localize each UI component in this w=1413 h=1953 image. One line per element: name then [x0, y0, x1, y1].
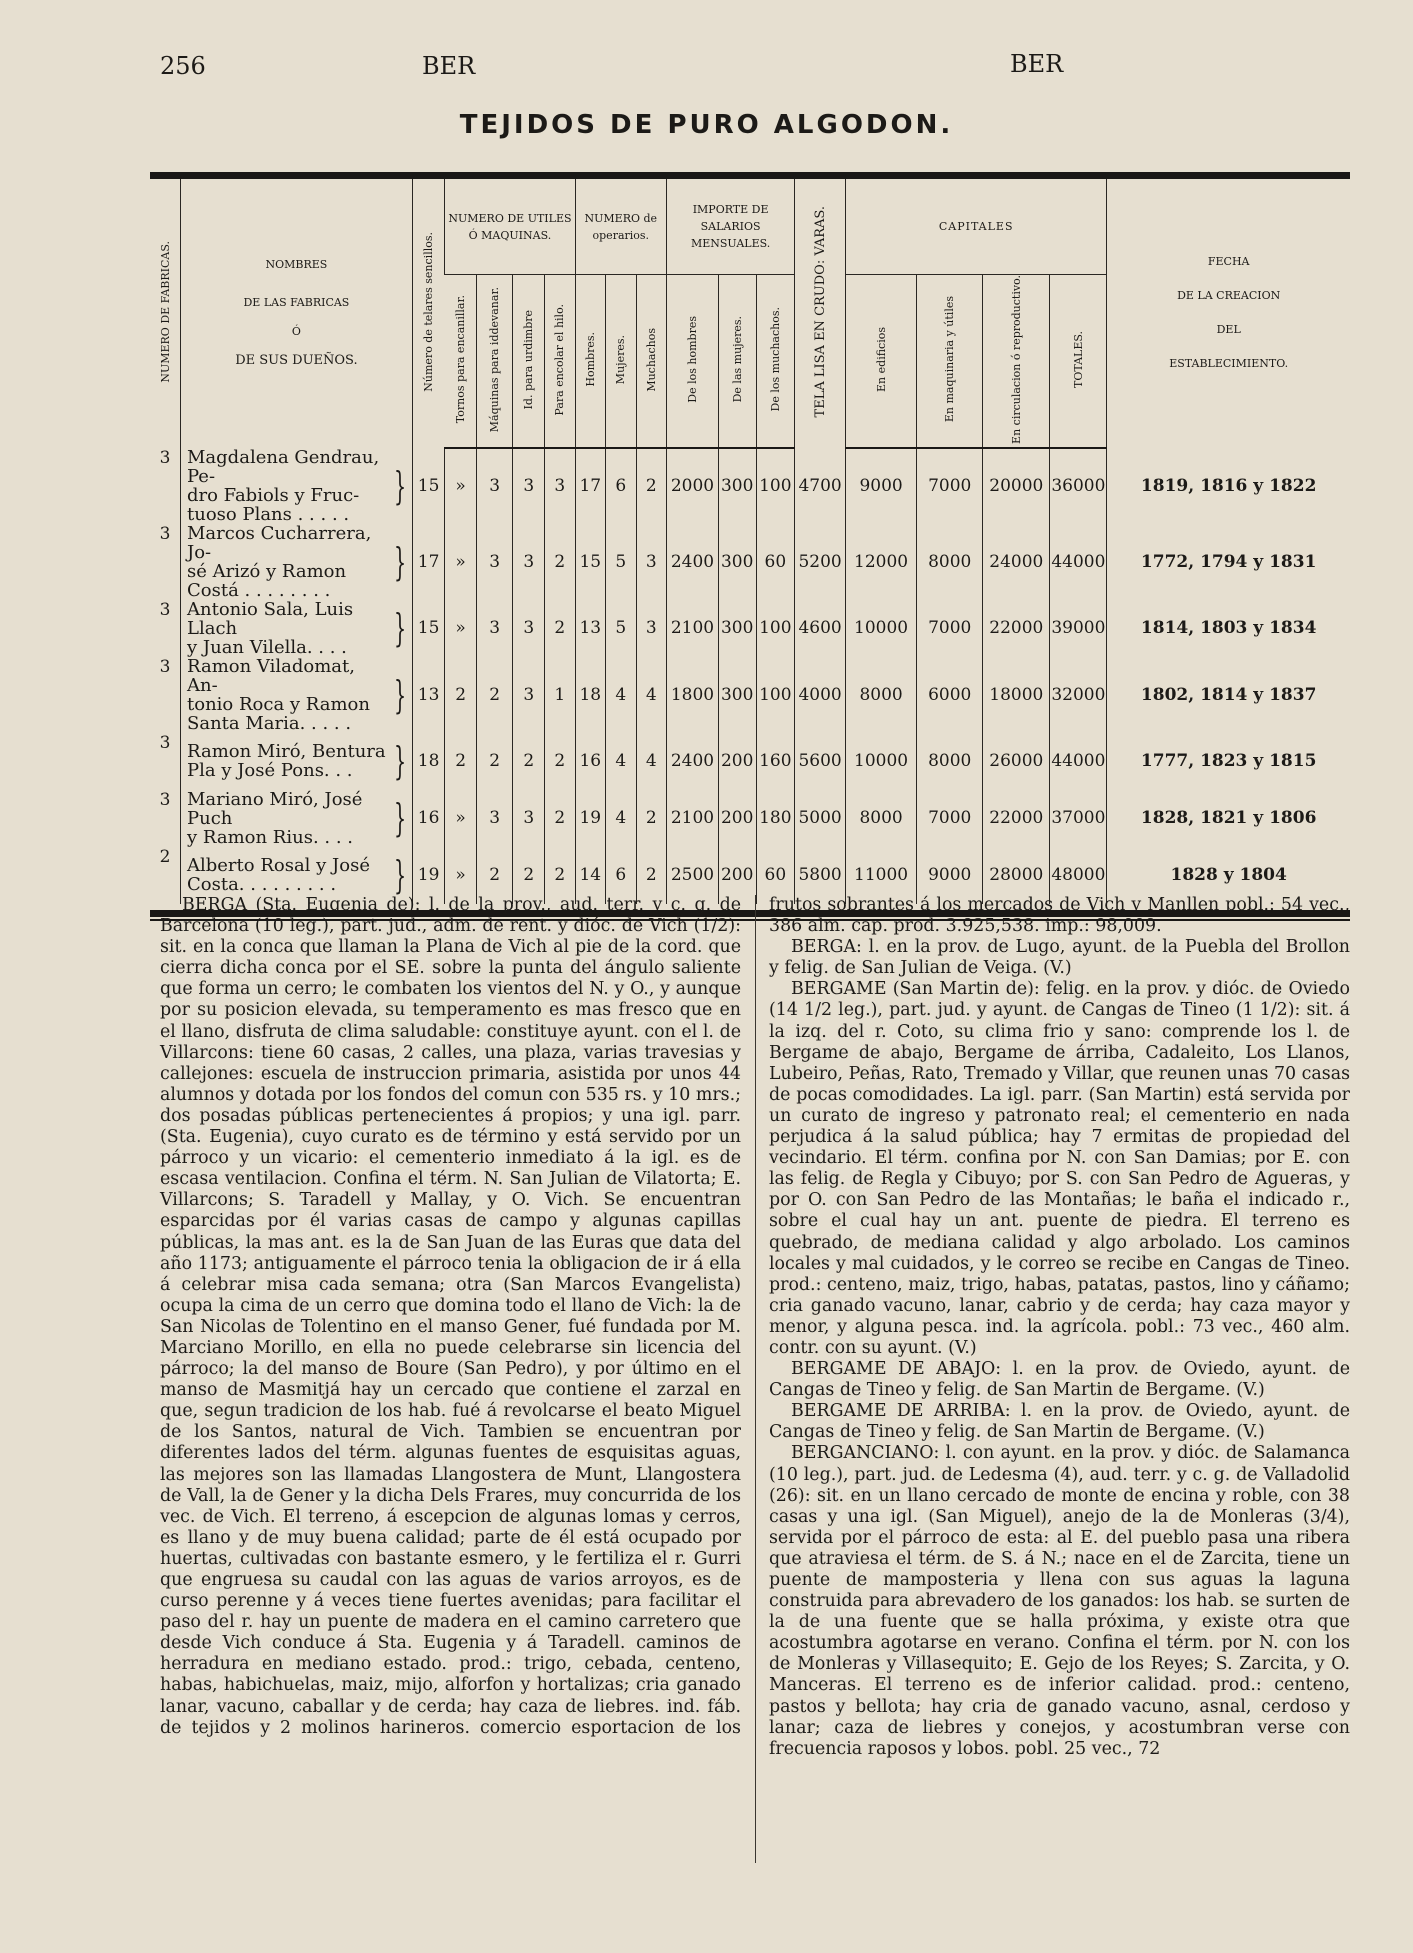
factory-name-line: Ramon Viladomat, An- — [187, 655, 355, 696]
cell-telares: 13 — [412, 657, 445, 733]
cell-hombres: 17 — [575, 448, 606, 524]
cell-s_mu: 100 — [756, 448, 795, 524]
cell-s_m: 200 — [718, 847, 756, 904]
entry-paragraph: BERGAME (San Martin de): felig. en la prov. y dióc. de Oviedo (14 1/2 leg.), part. jud. y ayunt. de Cangas de Tineo (1 1/2): sit. á la izq. del r. Coto, su clima frio y sano: comprende los l. de Bergame de abajo, Bergame de árriba, Cadaleito, Los Llanos, Lubeiro, Peñas, Rato, Tremado y Villar, que reunen unas 70 casas de pocas comodidades. La igl. parr. (San Martin) está servida por un curato de ingreso y patronato real; el cementerio en nada perjudica á la salud pública; hay 7 ermitas de propiedad del vecindario. El térm. confina por N. con San Damias; por E. con las felig. de Regla y Cibuyo; por S. con San Pedro de Agueras, y por O. con San Pedro de las Montañas; le baña el indicado r., sobre el cual hay un ant. puente de piedra. El terreno es quebrado, de mediana calidad y algo arbolado. Los caminos locales y mal cuidados, y le correo se recibe en Cangas de Tineo. prod.: centeno, maiz, trigo, habas, patatas, pastos, lino y cáñamo; cria ganado vacuno, lanar, cabrio y de cerda; hay caza mayor y menor, y alguna pesca. ind. la agrícola. pobl.: 73 vec., 460 alm. contr. con su ayunt. (V.) — [769, 979, 1350, 1358]
factory-name-line: tuoso Plans . . . . . — [187, 503, 350, 525]
cell-hombres: 15 — [575, 524, 606, 600]
cell-urdimbre: 3 — [513, 600, 545, 657]
factory-name-line: y Ramon Rius. . . . — [187, 826, 353, 848]
cell-s_h: 2100 — [667, 600, 719, 657]
cell-tela: 4600 — [795, 600, 846, 657]
entry-paragraph: BERGAME DE ARRIBA: l. en la prov. de Oviedo, ayunt. de Cangas de Tineo y felig. de San Martin de Bergame. (V.) — [769, 1401, 1350, 1443]
factory-name-line: Alberto Rosal y José — [187, 855, 370, 877]
factory-name-line: Magdalena Gendrau, Pe- — [187, 446, 380, 487]
cell-muchachos: 4 — [636, 657, 667, 733]
cell-encolar: 2 — [544, 600, 575, 657]
cell-mujeres: 6 — [606, 847, 637, 904]
cell-circ: 22000 — [983, 600, 1050, 657]
cell-mujeres: 5 — [606, 524, 637, 600]
cell-muchachos: 2 — [636, 790, 667, 847]
cell-encolar: 1 — [544, 657, 575, 733]
cell-total: 37000 — [1050, 790, 1107, 847]
cell-total: 44000 — [1050, 733, 1107, 790]
cell-hombres: 19 — [575, 790, 606, 847]
cell-tornos: 2 — [445, 657, 477, 733]
cell-telares: 16 — [412, 790, 445, 847]
cell-s_h: 2000 — [667, 448, 719, 524]
col-salario-mujeres: De las mujeres. — [718, 275, 756, 448]
cell-tela: 5000 — [795, 790, 846, 847]
cell-tela: 4700 — [795, 448, 846, 524]
top-rule — [150, 172, 1350, 179]
cell-encolar: 2 — [544, 733, 575, 790]
cell-muchachos: 3 — [636, 600, 667, 657]
cell-circ: 22000 — [983, 790, 1050, 847]
cell-urdimbre: 2 — [513, 847, 545, 904]
col-urdimbre: Id. para urdimbre — [513, 275, 545, 448]
cell-edif: 8000 — [846, 790, 917, 847]
cell-muchachos: 3 — [636, 524, 667, 600]
cell-devanar: 3 — [476, 448, 513, 524]
page-number: 256 — [160, 52, 206, 80]
cell-mujeres: 5 — [606, 600, 637, 657]
cell-total: 36000 — [1050, 448, 1107, 524]
cell-mujeres: 4 — [606, 790, 637, 847]
group-capitales: CAPITALES — [846, 179, 1107, 275]
cell-edif: 11000 — [846, 847, 917, 904]
col-maquinaria: En maquinaria y útiles — [917, 275, 983, 448]
cell-edif: 8000 — [846, 657, 917, 733]
cell-s_h: 2400 — [667, 524, 719, 600]
group-utiles: NUMERO DE UTILES Ó MAQUINAS. — [445, 179, 575, 275]
cell-s_m: 200 — [718, 790, 756, 847]
cell-factory-name — [181, 448, 413, 524]
cell-fecha: 1828 y 1804 — [1107, 847, 1350, 904]
factory-name-line: Pla y José Pons. . . — [187, 760, 353, 782]
cell-total: 48000 — [1050, 847, 1107, 904]
cell-s_m: 300 — [718, 600, 756, 657]
cell-maq: 7000 — [917, 448, 983, 524]
cell-circ: 28000 — [983, 847, 1050, 904]
cell-devanar: 2 — [476, 733, 513, 790]
factory-name-line: Costa. . . . . . . . . — [187, 874, 337, 896]
table-row — [150, 524, 1350, 600]
cell-tornos: » — [445, 448, 477, 524]
cell-urdimbre: 3 — [513, 448, 545, 524]
cell-tornos: » — [445, 847, 477, 904]
brace-mark: } — [393, 539, 406, 584]
brace-mark: } — [393, 672, 406, 717]
col-salario-hombres: De los hombres — [667, 275, 719, 448]
cell-num-fabricas: 3 — [159, 523, 171, 544]
cell-telares: 15 — [412, 448, 445, 524]
cell-maq: 8000 — [917, 733, 983, 790]
factory-name-line: dro Fabiols y Fruc- — [187, 484, 360, 506]
cell-tornos: 2 — [445, 733, 477, 790]
table-row — [150, 657, 1350, 733]
cell-mujeres: 4 — [606, 733, 637, 790]
col-fecha: FECHA DE LA CREACION DEL ESTABLECIMIENTO. — [1107, 179, 1350, 448]
col-mujeres: Mujeres. — [606, 275, 637, 448]
col-edificios: En edificios — [846, 275, 917, 448]
col-num-fabricas: NUMERO DE FABRICAS. — [158, 241, 172, 383]
brace-mark: } — [393, 606, 406, 651]
cell-encolar: 2 — [544, 847, 575, 904]
cell-urdimbre: 3 — [513, 524, 545, 600]
col-nombres: NOMBRES DE LAS FABRICAS Ó DE SUS DUEÑOS. — [181, 179, 413, 448]
entry-paragraph: BERGA: l. en la prov. de Lugo, ayunt. de la Puebla del Brollon y felig. de San Julian de Veiga. (V.) — [769, 937, 1350, 979]
cell-hombres: 13 — [575, 600, 606, 657]
cell-devanar: 2 — [476, 657, 513, 733]
brace-mark: } — [393, 853, 406, 898]
cell-tornos: » — [445, 790, 477, 847]
cell-s_mu: 60 — [756, 524, 795, 600]
col-devanar: Máquinas para iddevanar. — [476, 275, 513, 448]
cell-fecha: 1814, 1803 y 1834 — [1107, 600, 1350, 657]
cell-mujeres: 4 — [606, 657, 637, 733]
page-header — [160, 52, 1083, 92]
cell-devanar: 3 — [476, 790, 513, 847]
cell-factory-name — [181, 657, 413, 733]
factory-name-line: tonio Roca y Ramon — [187, 693, 370, 715]
cell-circ: 18000 — [983, 657, 1050, 733]
table-body — [150, 448, 1350, 904]
factories-table-wrap — [150, 172, 1350, 921]
cell-maq: 6000 — [917, 657, 983, 733]
cell-devanar: 3 — [476, 524, 513, 600]
cell-edif: 10000 — [846, 600, 917, 657]
cell-fecha: 1802, 1814 y 1837 — [1107, 657, 1350, 733]
cell-s_mu: 100 — [756, 657, 795, 733]
cell-s_h: 2100 — [667, 790, 719, 847]
group-salarios: IMPORTE DE SALARIOS MENSUALES. — [667, 179, 795, 275]
entry-paragraph: BERGAME DE ABAJO: l. en la prov. de Oviedo, ayunt. de Cangas de Tineo y felig. de San Martin de Bergame. (V.) — [769, 1359, 1350, 1401]
cell-telares: 18 — [412, 733, 445, 790]
col-tornos: Tornos para encanillar. — [445, 275, 477, 448]
cell-fecha: 1777, 1823 y 1815 — [1107, 733, 1350, 790]
gazetteer-text — [160, 895, 1350, 1863]
brace-mark: } — [393, 796, 406, 841]
cell-circ: 26000 — [983, 733, 1050, 790]
cell-s_m: 300 — [718, 524, 756, 600]
cell-s_mu: 60 — [756, 847, 795, 904]
cell-s_h: 2500 — [667, 847, 719, 904]
cell-edif: 10000 — [846, 733, 917, 790]
brace-mark: } — [393, 739, 406, 784]
cell-telares: 19 — [412, 847, 445, 904]
cell-tela: 5600 — [795, 733, 846, 790]
table-row — [150, 733, 1350, 790]
cell-hombres: 18 — [575, 657, 606, 733]
col-encolar: Para encolar el hilo. — [544, 275, 575, 448]
table-row — [150, 790, 1350, 847]
cell-total: 39000 — [1050, 600, 1107, 657]
entry-paragraph: BERGA (Sta. Eugenia de): l. de la prov., aud. terr. y c. g. de Barcelona (10 leg.), part. jud., adm. de rent. y dióc. de Vich (1/2): sit. en la conca que llaman la Plana de Vich al pie de la cord. que cierra dicha conca por el SE. sobre la punta del ángulo saliente que forma un cerro; le combaten los vientos del N. y O., y aunque por su posicion elevada, su temperamento es mas fresco que en el llano, disfruta de clima saludable: constituye ayunt. con el l. de Villarcons: tiene 60 casas, 2 calles, una plaza, varias travesias y callejones: escuela de instruccion primaria, asistida por unos 44 alumnos y dotada por los fondos del comun con 535 rs. y 10 mrs.; dos posadas públicas pertenecientes á propios; y una igl. parr. (Sta. Eugenia), cuyo curato es de término y está servido por un párroco y un vicario: el cementerio inmediato á la igl. es de escasa ventilacion. Confina el térm. N. San Julian de Vilatorta; E. Villarcons; S. Taradell y Mallay, y O. Vich. Se encuentran esparcidas por él varias casas de campo y algunas capillas públicas, la mas ant. es la de San Juan de las Euras que data del año 1173; antiguamente el párroco tenia la obligacion de ir á ella á celebrar misa cada semana; otra (San Marcos Evangelista) ocupa la cima de un cerro que domina todo el llano de Vich: la de San Nicolas de Tolentino en el manso Gener, fué fundada por M. Marciano Morillo, en ella no puede celebrarse sin licencia del párroco; la del manso de Boure (San Pedro), y por último en el manso de Masmitjá hay un cercado que contiene el zarzal en que, segun tradicion de los hab. fué á revolcarse el beato Miguel de los Santos, natural de Vich. Tambien se encuentran por diferentes lados del térm. algunas fuentes de esquisitas aguas, las mejores son las llamadas Llangostera de Munt, Llangostera de Vall, la de Gener y la dicha Dels Frares, muy concurrida de los vec. de Vich. El terreno, á escepcion de algunas lomas y cerros, es llano y de muy buena calidad; parte de él está ocupado por huertas, cultivadas con bastante esmero, y le fertiliza el r. Gurri que engruesa su caudal con las aguas de varios arroyos, es de curso perenne y á veces tiene fuertes avenidas; para facilitar el paso del r. hay un puente de madera en el camino carretero que desde Vich conduce á Sta. Eugenia y á Taradell. caminos de herradura en mediano estado. prod.: trigo, cebada, centeno, habas, habichuelas, maiz, mijo, alforfon y hortalizas; cria ganado lanar, vacuno, caballar y de cerda; hay caza de liebres. ind. fáb. de tejidos y 2 molinos harineros. comercio esportacion de los frutos sobrantes á los mercados de Vich y Manllen pobl.: 54 vec., 386 alm. cap. prod. 3.925,538. imp.: 98,009. — [160, 895, 1350, 1738]
factory-name-line: sé Arizó y Ramon — [187, 560, 347, 582]
cell-num-fabricas: 3 — [159, 599, 171, 620]
cell-maq: 7000 — [917, 790, 983, 847]
cell-num-fabricas: 2 — [159, 846, 171, 867]
cell-factory-name — [181, 733, 413, 790]
cell-mujeres: 6 — [606, 448, 637, 524]
cell-factory-name — [181, 600, 413, 657]
cell-urdimbre: 2 — [513, 733, 545, 790]
entry-paragraph: BERGANCIANO: l. con ayunt. en la prov. y dióc. de Salamanca (10 leg.), part. jud. de Ledesma (4), aud. terr. y c. g. de Valladolid (26): sit. en un llano cercado de monte de encina y roble, con 38 casas y una igl. (San Miguel), anejo de la de Monleras (3/4), servida por el párroco de esta: al E. del pueblo pasa una ribera que atraviesa el térm. de S. á N.; nace en el de Zarcita, tiene un puente de mamposteria y llena con sus aguas la laguna construida para abrevadero de los ganados: los hab. se surten de la de una fuente que se halla próxima, y existe otra que acostumbra agotarse en verano. Confina el térm. por N. con los de Monleras y Villasequito; E. Gejo de los Reyes; S. Zarcita, y O. Manceras. El terreno es de inferior calidad. prod.: centeno, pastos y bellota; hay cria de ganado vacuno, asnal, cerdoso y lanar; caza de liebres y conejos, y acostumbran verse con frecuencia raposos y lobos. pobl. 25 vec., 72 — [769, 1443, 1350, 1759]
factory-name-line: Santa Maria. . . . . — [187, 712, 352, 734]
cell-devanar: 2 — [476, 847, 513, 904]
factory-name-line: Costá . . . . . . . . — [187, 579, 331, 601]
cell-total: 32000 — [1050, 657, 1107, 733]
cell-devanar: 3 — [476, 600, 513, 657]
cell-muchachos: 2 — [636, 448, 667, 524]
col-hombres: Hombres. — [575, 275, 606, 448]
cell-fecha: 1828, 1821 y 1806 — [1107, 790, 1350, 847]
cell-hombres: 16 — [575, 733, 606, 790]
group-operarios: NUMERO de operarios. — [575, 179, 667, 275]
cell-maq: 9000 — [917, 847, 983, 904]
cell-tornos: » — [445, 600, 477, 657]
factory-name-line: Ramon Miró, Bentura — [187, 741, 386, 763]
cell-factory-name — [181, 524, 413, 600]
cell-telares: 17 — [412, 524, 445, 600]
cell-encolar: 3 — [544, 448, 575, 524]
cell-encolar: 2 — [544, 790, 575, 847]
cell-s_m: 300 — [718, 657, 756, 733]
factory-name-line: Antonio Sala, Luis Llach — [187, 598, 354, 639]
factories-table — [150, 179, 1350, 904]
cell-num-fabricas: 3 — [159, 656, 171, 677]
cell-tornos: » — [445, 524, 477, 600]
cell-muchachos: 4 — [636, 733, 667, 790]
cell-muchachos: 2 — [636, 847, 667, 904]
cell-s_mu: 160 — [756, 733, 795, 790]
col-muchachos: Muchachos — [636, 275, 667, 448]
running-head-left: BER — [422, 52, 476, 80]
cell-maq: 8000 — [917, 524, 983, 600]
cell-telares: 15 — [412, 600, 445, 657]
table-row — [150, 448, 1350, 524]
cell-fecha: 1772, 1794 y 1831 — [1107, 524, 1350, 600]
running-head-right: BER — [1010, 50, 1064, 78]
table-title: TEJIDOS DE PURO ALGODON. — [459, 110, 954, 140]
cell-total: 44000 — [1050, 524, 1107, 600]
cell-circ: 20000 — [983, 448, 1050, 524]
cell-encolar: 2 — [544, 524, 575, 600]
factory-name-line: Mariano Miró, José Puch — [187, 788, 363, 829]
factory-name-line: y Juan Vilella. . . . — [187, 636, 347, 658]
cell-num-fabricas: 3 — [159, 789, 171, 810]
cell-s_mu: 180 — [756, 790, 795, 847]
col-telares: Número de telares sencillos. — [412, 179, 445, 448]
cell-urdimbre: 3 — [513, 657, 545, 733]
factory-name-line: Marcos Cucharrera, Jo- — [187, 522, 372, 563]
cell-urdimbre: 3 — [513, 790, 545, 847]
cell-edif: 9000 — [846, 448, 917, 524]
cell-tela: 4000 — [795, 657, 846, 733]
cell-fecha: 1819, 1816 y 1822 — [1107, 448, 1350, 524]
cell-factory-name — [181, 790, 413, 847]
cell-s_h: 1800 — [667, 657, 719, 733]
col-totales: TOTALES. — [1050, 275, 1107, 448]
cell-num-fabricas: 3 — [159, 732, 171, 753]
table-row — [150, 600, 1350, 657]
col-circulacion: En circulacion ó reproductivo. — [983, 275, 1050, 448]
cell-circ: 24000 — [983, 524, 1050, 600]
cell-maq: 7000 — [917, 600, 983, 657]
cell-s_m: 300 — [718, 448, 756, 524]
col-salario-muchachos: De los muchachos. — [756, 275, 795, 448]
cell-hombres: 14 — [575, 847, 606, 904]
cell-tela: 5800 — [795, 847, 846, 904]
cell-num-fabricas: 3 — [159, 447, 171, 468]
cell-s_h: 2400 — [667, 733, 719, 790]
cell-s_mu: 100 — [756, 600, 795, 657]
brace-mark: } — [393, 463, 406, 508]
cell-tela: 5200 — [795, 524, 846, 600]
col-tela: TELA LISA EN CRUDO: VARAS. — [795, 179, 846, 448]
cell-s_m: 200 — [718, 733, 756, 790]
cell-edif: 12000 — [846, 524, 917, 600]
